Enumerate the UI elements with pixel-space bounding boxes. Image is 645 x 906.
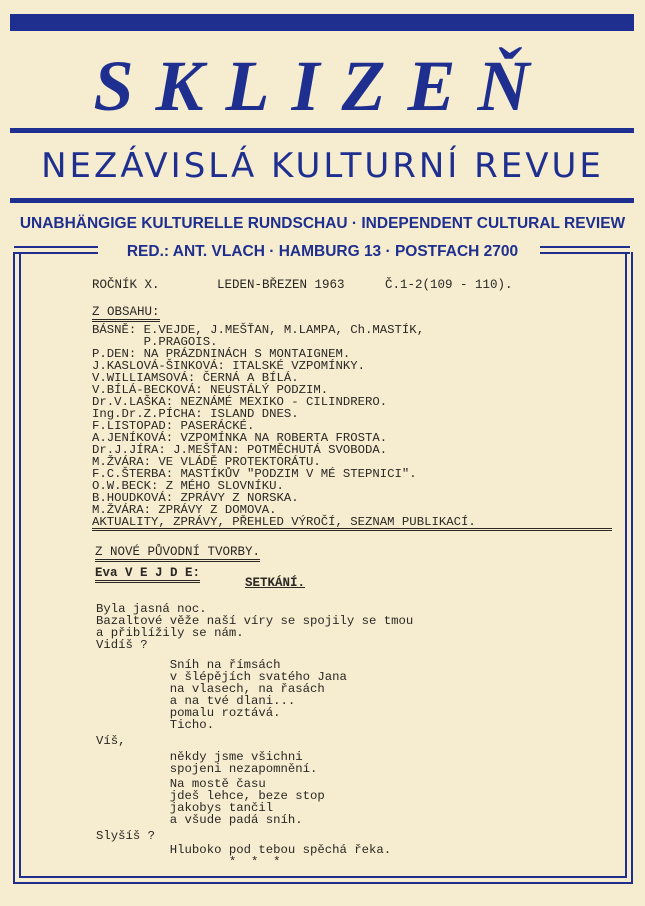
issue-volume: ROČNÍK X. <box>92 278 160 292</box>
editorial-address: RED.: ANT. VLACH · HAMBURG 13 · POSTFACH 2700 <box>126 243 519 260</box>
poem-line: * * * <box>96 855 281 869</box>
title-rule <box>10 128 634 133</box>
poem-title: SETKÁNÍ. <box>245 576 306 590</box>
contents-item: M.ŽVÁRA: ZPRÁVY Z DOMOVA. <box>92 503 277 517</box>
poem-line: na vlasech, na řasách <box>96 682 325 696</box>
contents-item: B.HOUDKOVÁ: ZPRÁVY Z NORSKA. <box>92 491 299 505</box>
poem-line: jakobys tančil <box>96 801 274 815</box>
poem-line: spojeni nezapomnění. <box>96 762 318 776</box>
poem-line: Byla jasná noc. <box>96 602 207 616</box>
contents-item: V.WILLIAMSOVÁ: ČERNÁ A BÍLÁ. <box>92 371 299 385</box>
poem-line: a všude padá sníh. <box>96 813 303 827</box>
contents-item: M.ŽVÁRA: VE VLÁDĚ PROTEKTORÁTU. <box>92 455 321 469</box>
contents-item: F.LISTOPAD: PASERÁCKÉ. <box>92 419 255 433</box>
poem-line: jdeš lehce, beze stop <box>96 789 325 803</box>
poem-body <box>96 603 616 868</box>
contents-item: A.JENÍKOVÁ: VZPOMÍNKA NA ROBERTA FROSTA. <box>92 431 388 445</box>
poem-line: a na tvé dlani... <box>96 694 296 708</box>
poem-line: Sníh na římsách <box>96 658 281 672</box>
contents-item: V.BÍLÁ-BECKOVÁ: NEUSTÁLÝ PODZIM. <box>92 383 329 397</box>
poem-line: Slyšíš ? <box>96 829 156 843</box>
magazine-subtitle: NEZÁVISLÁ KULTURNÍ REVUE <box>41 146 604 186</box>
poem-author: Eva V E J D E: <box>95 567 200 583</box>
tagline: UNABHÄNGIGE KULTURELLE RUNDSCHAU · INDEPENDENT CULTURAL REVIEW <box>19 215 626 232</box>
poem-line: Hluboko pod tebou spěchá řeka. <box>96 843 392 857</box>
contents-item: F.C.ŠTERBA: MASTÍKŮV "PODZIM V MÉ STEPNICI". <box>92 467 417 481</box>
contents-item: Dr.J.JÍRA: J.MEŠŤAN: POTMĚCHUTÁ SVOBODA. <box>92 443 388 457</box>
poem-line: Na mostě času <box>96 777 266 791</box>
poem-line: pomalu roztává. <box>96 706 281 720</box>
poem-line: Ticho. <box>96 718 215 732</box>
issue-number: Č.1-2(109 - 110). <box>385 278 513 292</box>
issue-date: LEDEN-BŘEZEN 1963 <box>217 278 345 292</box>
poem-line: někdy jsme všichni <box>96 750 303 764</box>
contents-item: J.KASLOVÁ-ŠINKOVÁ: ITALSKÉ VZPOMÍNKY. <box>92 359 366 373</box>
poem-line: Vidíš ? <box>96 638 148 652</box>
new-work-heading: Z NOVÉ PŮVODNÍ TVORBY. <box>95 546 260 562</box>
contents-item: AKTUALITY, ZPRÁVY, PŘEHLED VÝROČÍ, SEZNAM PUBLIKACÍ. <box>92 516 612 531</box>
contents-list <box>92 324 612 531</box>
contents-item: P.PRAGOIS. <box>92 335 218 349</box>
contents-item: P.DEN: NA PRÁZDNINÁCH S MONTAIGNEM. <box>92 347 351 361</box>
poem-line: Víš, <box>96 734 126 748</box>
poem-line: Bazaltové věže naší víry se spojily se tmou <box>96 614 414 628</box>
contents-item: Ing.Dr.Z.PÍCHA: ISLAND DNES. <box>92 407 299 421</box>
subtitle-rule <box>10 198 634 203</box>
top-rule <box>10 14 634 31</box>
contents-item: O.W.BECK: Z MÉHO SLOVNÍKU. <box>92 479 284 493</box>
poem-line: a přiblížily se nám. <box>96 626 244 640</box>
contents-item: Dr.V.LAŠKA: NEZNÁMÉ MEXIKO - CILINDRERO. <box>92 395 388 409</box>
contents-item: BÁSNĚ: E.VEJDE, J.MEŠŤAN, M.LAMPA, Ch.MASTÍK, <box>92 323 425 337</box>
magazine-title: SKLIZEŇ <box>93 46 552 126</box>
poem-line: v šlépějích svatého Jana <box>96 670 347 684</box>
contents-heading: Z OBSAHU: <box>92 306 160 322</box>
